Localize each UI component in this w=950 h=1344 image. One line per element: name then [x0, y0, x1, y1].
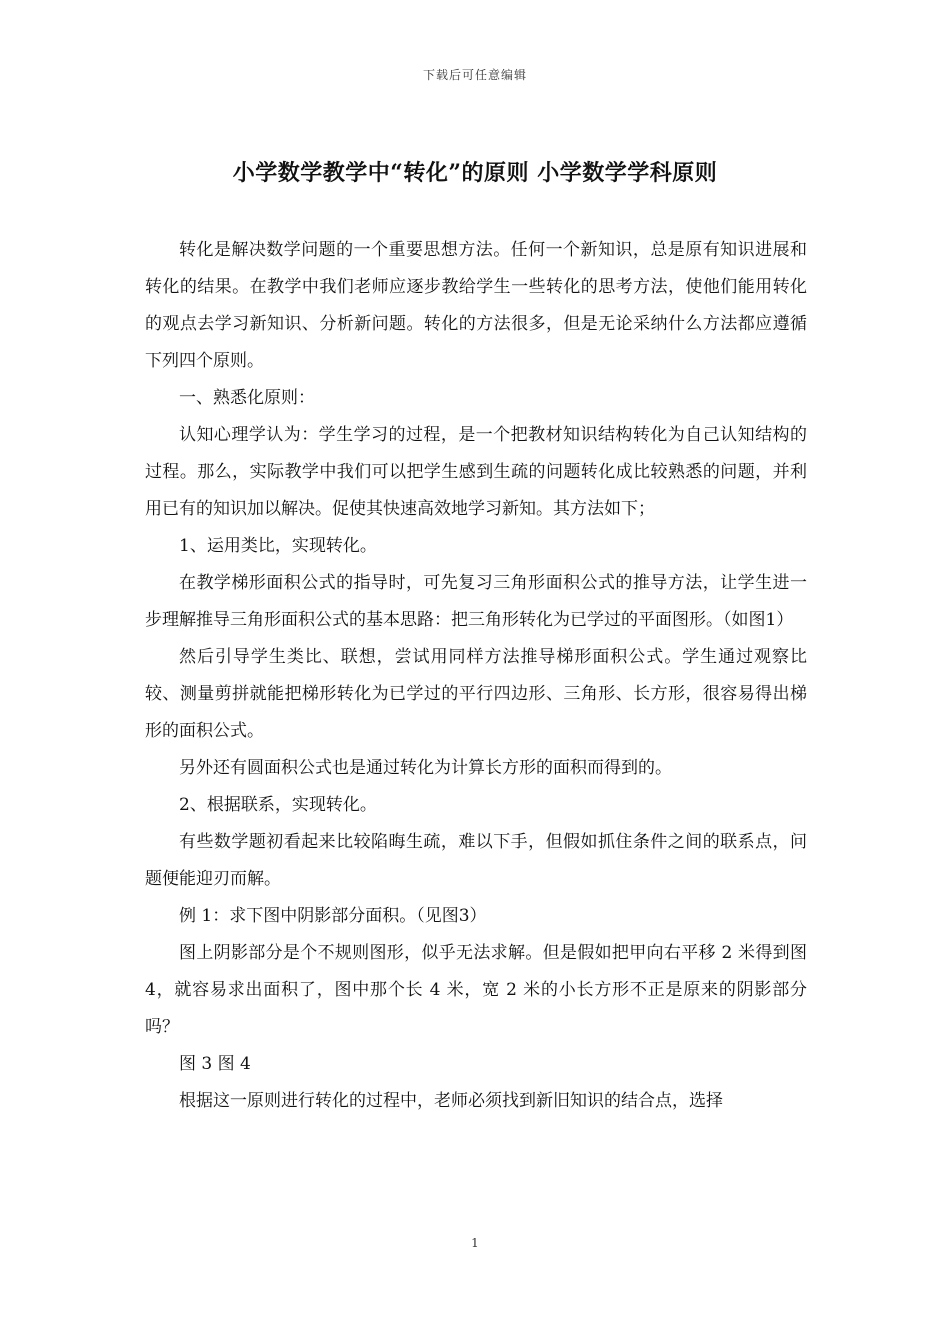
header-note: 下载后可任意编辑: [422, 68, 527, 82]
paragraph: 认知心理学认为：学生学习的过程，是一个把教材知识结构转化为自己认知结构的过程。那么，实际教学中我们可以把学生感到生疏的问题转化成比较熟悉的问题，并利用已有的知识加以解决。促使其快速高效地学习新知。其方法如下；: [145, 425, 807, 519]
paragraph: 有些数学题初看起来比较陷晦生疏，难以下手，但假如抓住条件之间的联系点，问题便能迎刃而解。: [145, 832, 807, 889]
paragraph: 另外还有圆面积公式也是通过转化为计算长方形的面积而得到的。: [179, 758, 672, 778]
figure-caption: 图 3 图 4: [179, 1054, 251, 1074]
page-number: 1: [471, 1236, 479, 1250]
paragraph: 根据这一原则进行转化的过程中，老师必须找到新旧知识的结合点，选择: [179, 1091, 723, 1111]
subsection-heading: 2、根据联系，实现转化。: [179, 795, 377, 815]
subsection-heading: 1、运用类比，实现转化。: [179, 536, 377, 556]
paragraph: 在教学梯形面积公式的指导时，可先复习三角形面积公式的推导方法，让学生进一步理解推导三角形面积公式的基本思路：把三角形转化为已学过的平面图形。（如图1）: [145, 573, 807, 630]
document-body: [145, 232, 807, 1120]
document-title: 小学数学教学中“转化”的原则 小学数学学科原则: [232, 160, 718, 186]
paragraph: 图上阴影部分是个不规则图形，似乎无法求解。但是假如把甲向右平移 2 米得到图 4，就容易求出面积了，图中那个长 4 米，宽 2 米的小长方形不正是原来的阴影部分吗？: [145, 943, 807, 1037]
example-heading: 例 1：求下图中阴影部分面积。（见图3）: [179, 906, 487, 926]
section-heading: 一、熟悉化原则：: [179, 388, 315, 408]
paragraph: 转化是解决数学问题的一个重要思想方法。任何一个新知识，总是原有知识进展和转化的结果。在教学中我们老师应逐步教给学生一些转化的思考方法，使他们能用转化的观点去学习新知识、分析新问题。转化的方法很多，但是无论采纳什么方法都应遵循下列四个原则。: [145, 240, 807, 371]
paragraph: 然后引导学生类比、联想，尝试用同样方法推导梯形面积公式。学生通过观察比较、测量剪拼就能把梯形转化为已学过的平行四边形、三角形、长方形，很容易得出梯形的面积公式。: [145, 647, 807, 741]
